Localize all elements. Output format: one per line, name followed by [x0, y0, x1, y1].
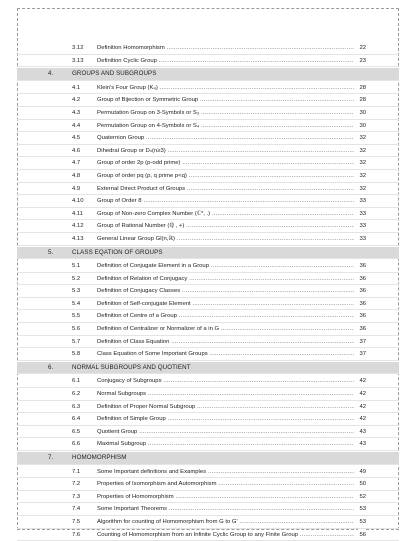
toc-number: 4. — [48, 70, 54, 78]
toc-title: Algorithm for counting of Homomorphism from G to G' ..... — [97, 516, 354, 529]
toc-number: 4.1 — [72, 84, 81, 91]
toc-number: 7.4 — [72, 506, 81, 513]
toc-entry-row[interactable] — [17, 260, 399, 273]
toc-entry-row[interactable] — [17, 478, 399, 491]
toc-entry-row[interactable] — [17, 438, 399, 451]
toc-page-number: 37 — [358, 348, 366, 361]
toc-number: 7.5 — [72, 518, 81, 525]
toc-number: 6.6 — [72, 441, 81, 448]
toc-title: Group of order pq (p, q prime p<q) ..... — [97, 170, 354, 183]
toc-page-number: 23 — [358, 55, 366, 68]
toc-page-number: 52 — [358, 491, 366, 504]
toc-page-number: 56 — [358, 529, 366, 541]
toc-title: Class Equation of Some Important Groups ..... — [97, 348, 354, 361]
toc-page-number: 33 — [358, 208, 366, 221]
toc-number: 6.3 — [72, 403, 81, 410]
toc-page-number: 30 — [358, 107, 366, 120]
toc-number: 5.4 — [72, 300, 81, 307]
toc-number: 6.5 — [72, 428, 81, 435]
toc-page-number: 32 — [358, 132, 366, 145]
toc-number: 7.1 — [72, 468, 81, 475]
toc-page-number: 28 — [358, 94, 366, 107]
toc-title: Normal Subgroups ..... — [97, 388, 354, 401]
toc-entry-row[interactable] — [17, 323, 399, 336]
toc-page-number: 30 — [358, 120, 366, 133]
toc-number: 4.10 — [72, 198, 84, 205]
toc-number: 4.2 — [72, 97, 81, 104]
toc-entry-row[interactable] — [17, 208, 399, 221]
toc-entry-row[interactable] — [17, 388, 399, 401]
toc-entry-row[interactable] — [17, 132, 399, 145]
toc-title: Properties of Homomorphism ..... — [97, 491, 354, 504]
toc-entry-row[interactable] — [17, 273, 399, 286]
toc-chapter-row[interactable] — [17, 362, 399, 375]
toc-page-number: 53 — [358, 516, 366, 529]
toc-entry-row[interactable] — [17, 466, 399, 479]
toc-number: 6. — [48, 363, 54, 371]
toc-number: 7.6 — [72, 531, 81, 538]
toc-title: Group of Bijection or Symmetric Group ..... — [97, 94, 354, 107]
toc-page-number: 36 — [358, 310, 366, 323]
toc-number: 7.3 — [72, 493, 81, 500]
toc-title: Definition of Conjugate Element in a Group ..... — [97, 260, 354, 273]
toc-entry-row[interactable] — [17, 42, 399, 55]
row-divider — [17, 450, 399, 451]
toc-title: Definition of Centralizer or Normalizer of a in G ..... — [97, 323, 354, 336]
toc-number: 5.7 — [72, 338, 81, 345]
row-divider — [17, 373, 399, 374]
toc-number: 4.8 — [72, 172, 81, 179]
toc-entry-row[interactable] — [17, 401, 399, 414]
toc-entry-row[interactable] — [17, 529, 399, 541]
toc-page-number: 50 — [358, 478, 366, 491]
toc-chapter-row[interactable] — [17, 247, 399, 260]
toc-number: 6.4 — [72, 416, 81, 423]
toc-title: Properties of Isomorphism and Automorphism ..... — [97, 478, 354, 491]
toc-page-number: 32 — [358, 145, 366, 158]
toc-number: 7. — [48, 454, 54, 461]
toc-title: Some Important definitions and Examples ..... — [97, 466, 354, 479]
toc-title: Group of order 2p (p-odd prime) ..... — [97, 157, 354, 170]
toc-number: 3.12 — [72, 45, 84, 51]
toc-chapter-row[interactable] — [17, 68, 399, 81]
row-divider — [17, 360, 399, 361]
toc-entry-row[interactable] — [17, 310, 399, 323]
toc-title: Definition of Proper Normal Subgroup ..... — [97, 401, 354, 414]
toc-title: Conjugacy of Subgroups ..... — [97, 375, 354, 388]
toc-entry-row[interactable] — [17, 426, 399, 439]
toc-entry-row[interactable] — [17, 336, 399, 349]
toc-page-number: 33 — [358, 220, 366, 233]
toc-title: GROUPS AND SUBGROUPS — [72, 70, 157, 78]
row-divider — [17, 258, 399, 259]
toc-title: NORMAL SUBGROUPS AND QUOTIENT — [72, 363, 191, 371]
toc-title: Definition Cyclic Group ..... — [97, 55, 354, 68]
toc-number: 4.7 — [72, 160, 81, 167]
toc-entry-row[interactable] — [17, 107, 399, 120]
toc-entry-row[interactable] — [17, 375, 399, 388]
toc-entry-row[interactable] — [17, 298, 399, 311]
toc-page-number: 36 — [358, 260, 366, 273]
toc-entry-row[interactable] — [17, 82, 399, 95]
toc-title: Definition of Simple Group ..... — [97, 413, 354, 426]
toc-entry-row[interactable] — [17, 233, 399, 246]
toc-title: Permutation Group on 4-Symbols or S₄ ..... — [97, 120, 354, 133]
toc-entry-row[interactable] — [17, 413, 399, 426]
toc-number: 4.9 — [72, 185, 81, 192]
toc-number: 4.4 — [72, 122, 81, 129]
row-divider — [17, 80, 399, 81]
toc-number: 5.5 — [72, 313, 81, 320]
toc-entry-row[interactable] — [17, 145, 399, 158]
toc-page-number: 32 — [358, 183, 366, 196]
toc-entry-row[interactable] — [17, 183, 399, 196]
toc-title: Definition of Class Equation ..... — [97, 336, 354, 349]
toc-number: 6.2 — [72, 391, 81, 398]
toc-number: 7.2 — [72, 481, 81, 488]
toc-title: CLASS EQATION OF GROUPS — [72, 248, 163, 256]
toc-page-number: 28 — [358, 82, 366, 95]
toc-title: Quotient Group ..... — [97, 426, 354, 439]
toc-title: Definition of Conjugacy Classes ..... — [97, 285, 354, 298]
toc-page-number: 42 — [358, 388, 366, 401]
toc-entry-row[interactable] — [17, 348, 399, 361]
toc-number: 4.11 — [72, 210, 84, 217]
toc-number: 4.12 — [72, 223, 84, 230]
toc-chapter-row[interactable] — [17, 452, 399, 465]
toc-page-number: 37 — [358, 336, 366, 349]
toc-page-number: 42 — [358, 375, 366, 388]
toc-entry-row[interactable] — [17, 120, 399, 133]
toc-title: Definition of Relation of Conjugacy ..... — [97, 273, 354, 286]
toc-title: Quaternion Group ..... — [97, 132, 354, 145]
toc-title: Definition of Self-conjugate Element ..... — [97, 298, 354, 311]
toc-title: Definition of Centre of a Group ..... — [97, 310, 354, 323]
toc-page-number: 49 — [358, 466, 366, 479]
toc-number: 4.6 — [72, 147, 81, 154]
toc-title: Permutation Group on 3-Symbols or S₃ ..... — [97, 107, 354, 120]
toc-entry-row[interactable] — [17, 195, 399, 208]
toc-number: 5.2 — [72, 275, 81, 282]
toc-page-number: 43 — [358, 438, 366, 451]
toc-page-number: 43 — [358, 426, 366, 439]
row-divider — [17, 464, 399, 465]
toc-page-number: 53 — [358, 503, 366, 516]
toc-number: 4.13 — [72, 235, 84, 242]
toc-page-number: 33 — [358, 233, 366, 246]
toc-number: 4.3 — [72, 109, 81, 116]
toc-page-number: 42 — [358, 413, 366, 426]
toc-page-number: 36 — [358, 285, 366, 298]
toc-page-number: 36 — [358, 273, 366, 286]
toc-number: 4.5 — [72, 135, 81, 142]
toc-page-number: 42 — [358, 401, 366, 414]
toc-entry-row[interactable] — [17, 55, 399, 68]
table-of-contents — [17, 42, 399, 541]
toc-entry-row[interactable] — [17, 157, 399, 170]
row-divider — [17, 66, 399, 67]
toc-entry-row[interactable] — [17, 285, 399, 298]
toc-entry-row[interactable] — [17, 491, 399, 504]
toc-entry-row[interactable] — [17, 94, 399, 107]
toc-number: 5. — [48, 248, 54, 256]
toc-number: 3.13 — [72, 57, 84, 64]
toc-title: Definition Homomorphism ..... — [97, 42, 354, 55]
row-divider — [17, 245, 399, 246]
toc-page-number: 32 — [358, 157, 366, 170]
toc-page-number: 36 — [358, 323, 366, 336]
toc-number: 6.1 — [72, 378, 81, 385]
toc-entry-row[interactable] — [17, 170, 399, 183]
toc-number: 5.6 — [72, 326, 81, 333]
toc-title: HOMOMORPHISM — [72, 454, 127, 461]
toc-title: External Direct Product of Groups ..... — [97, 183, 354, 196]
toc-title: Klein's Four Group (K₄) ..... — [97, 82, 354, 95]
toc-title: Group of Order 8 ..... — [97, 195, 354, 208]
toc-title: General Linear Group Gl(n,ℝ) ..... — [97, 233, 354, 246]
toc-entry-row[interactable] — [17, 503, 399, 516]
toc-entry-row[interactable] — [17, 516, 399, 529]
toc-page-number: 36 — [358, 298, 366, 311]
toc-title: Some Important Theorems ..... — [97, 503, 354, 516]
toc-number: 5.8 — [72, 351, 81, 358]
toc-title: Group of Rational Number (ℚ , +) ..... — [97, 220, 354, 233]
toc-number: 5.3 — [72, 288, 81, 295]
toc-title: Counting of Homomorphism from an Infinite Cyclic Group to any Finite Group ..... — [97, 529, 354, 541]
toc-entry-row[interactable] — [17, 220, 399, 233]
toc-page-number: 22 — [358, 42, 366, 55]
toc-page-number: 32 — [358, 170, 366, 183]
toc-title: Group of Non-zero Complex Number (ℂ*, .) ..... — [97, 208, 354, 221]
toc-page-number: 33 — [358, 195, 366, 208]
toc-title: Maximal Subgroup ..... — [97, 438, 354, 451]
toc-number: 5.1 — [72, 263, 81, 270]
toc-title: Dihedral Group or Dₙ(n≥3) ..... — [97, 145, 354, 158]
